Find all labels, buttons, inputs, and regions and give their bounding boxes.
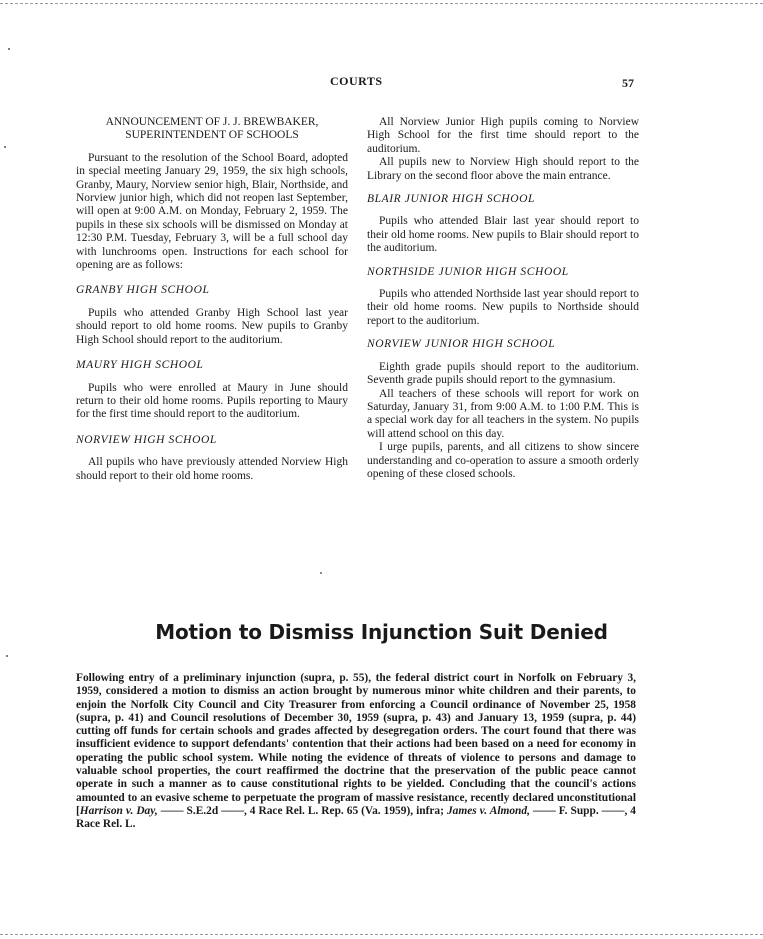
running-head: COURTS: [330, 74, 383, 88]
announcement-title-line: ANNOUNCEMENT OF J. J. BREWBAKER,: [105, 116, 319, 128]
announcement-title: [76, 116, 348, 143]
granby-paragraph: Pupils who attended Granby High School last year should report to old home rooms. New pupils to Granby High School should report to the auditorium.: [76, 306, 348, 346]
page-number: 57: [622, 76, 634, 90]
bottom-page-edge: [0, 934, 763, 935]
maury-paragraph: Pupils who were enrolled at Maury in June should return to their old home rooms. Pupils reporting to Maury for the first time should report to the auditorium.: [76, 381, 348, 421]
citation-text: —— F. Supp. ——, 4 Race Rel. L.: [76, 804, 636, 831]
top-page-edge: [0, 3, 763, 4]
scan-speck: [4, 146, 6, 148]
norview-junior-heading: NORVIEW JUNIOR HIGH SCHOOL: [367, 338, 556, 351]
blair-heading: BLAIR JUNIOR HIGH SCHOOL: [367, 193, 536, 206]
closing-paragraph: I urge pupils, parents, and all citizens to show sincere understanding and co-operation to assure a smooth orderly opening of these closed schools.: [367, 441, 639, 480]
scan-speck: [8, 48, 10, 50]
granby-heading: GRANBY HIGH SCHOOL: [76, 284, 210, 297]
article-headline: Motion to Dismiss Injunction Suit Denied: [155, 620, 608, 644]
norview-continued-paragraph: All Norview Junior High pupils coming to Norview High School for the first time should report to the auditorium.: [367, 116, 639, 155]
citation-text: —— S.E.2d ——, 4 Race Rel. L. Rep. 65 (Va. 1959), infra;: [157, 804, 447, 817]
left-column: [76, 116, 348, 483]
scan-speck: [320, 572, 322, 574]
right-column: [367, 116, 639, 481]
norview-junior-paragraph: Eighth grade pupils should report to the auditorium. Seventh grade pupils should report to the gymnasium.: [367, 360, 639, 387]
norview-continued-paragraph: All pupils new to Norview High should report to the Library on the second floor above the main entrance.: [367, 156, 639, 182]
headnote-text: Following entry of a preliminary injunction (supra, p. 55), the federal district court in Norfolk on February 3, 1959, considered a motion to dismiss an action brought by numerous minor white children and their parents, to enjoin the Norfolk City Council and City Treasurer from enforcing a Council ordinance of November 25, 1958 (supra, p. 41) and Council resolutions of December 30, 1959 (supra, p. 43) and January 13, 1959 (supra, p. 44) cutting off funds for certain schools and grades affected by desegregation orders. The court found that there was insufficient evidence to support defendants' contention that their actions had been based on a need for economy in operating the public school system. While noting the evidence of threats of violence to persons and damage to valuable school properties, the court reaffirmed the doctrine that the preservation of the public peace cannot operate in such a manner as to cause constitutional rights to be yielded. Concluding that the council's actions amounted to an evasive scheme to perpetuate the program of massive resistance, recently declared unconstitutional [: [76, 672, 636, 817]
announcement-title-line: SUPERINTENDENT OF SCHOOLS: [125, 129, 299, 142]
article-headnote: [76, 672, 636, 832]
norview-paragraph: All pupils who have previously attended Norview High should report to their old home rooms.: [76, 456, 348, 482]
maury-heading: MAURY HIGH SCHOOL: [76, 359, 204, 372]
case-name-harrison: Harrison v. Day,: [79, 804, 158, 817]
teachers-paragraph: All teachers of these schools will report for work on Saturday, January 31, from 9:00 A.M. to 1:00 P.M. This is a special work day for all teachers in the system. No pupils will attend school on this day.: [367, 387, 639, 440]
announcement-intro: Pursuant to the resolution of the School Board, adopted in special meeting January 29, 1959, the six high schools, Granby, Maury, Norview senior high, Blair, Northside, and Norview junior high, which did not reopen last September, will open at 9:00 A.M. on Monday, February 2, 1959. The pupils in these six schools will be dismissed on Monday at 12:30 P.M. Tuesday, February 3, will be a full school day with lunchrooms open. Instructions for each school for opening are as follows:: [76, 151, 348, 272]
blair-paragraph: Pupils who attended Blair last year should report to their old home rooms. New pupils to Blair should report to the auditorium.: [367, 215, 639, 255]
norview-heading: NORVIEW HIGH SCHOOL: [76, 433, 217, 446]
scan-speck: [6, 655, 8, 657]
northside-paragraph: Pupils who attended Northside last year should report to their old home rooms. New pupils to Northside should report to the auditorium.: [367, 288, 639, 327]
northside-heading: NORTHSIDE JUNIOR HIGH SCHOOL: [367, 265, 569, 278]
case-name-james: James v. Almond,: [446, 804, 530, 817]
